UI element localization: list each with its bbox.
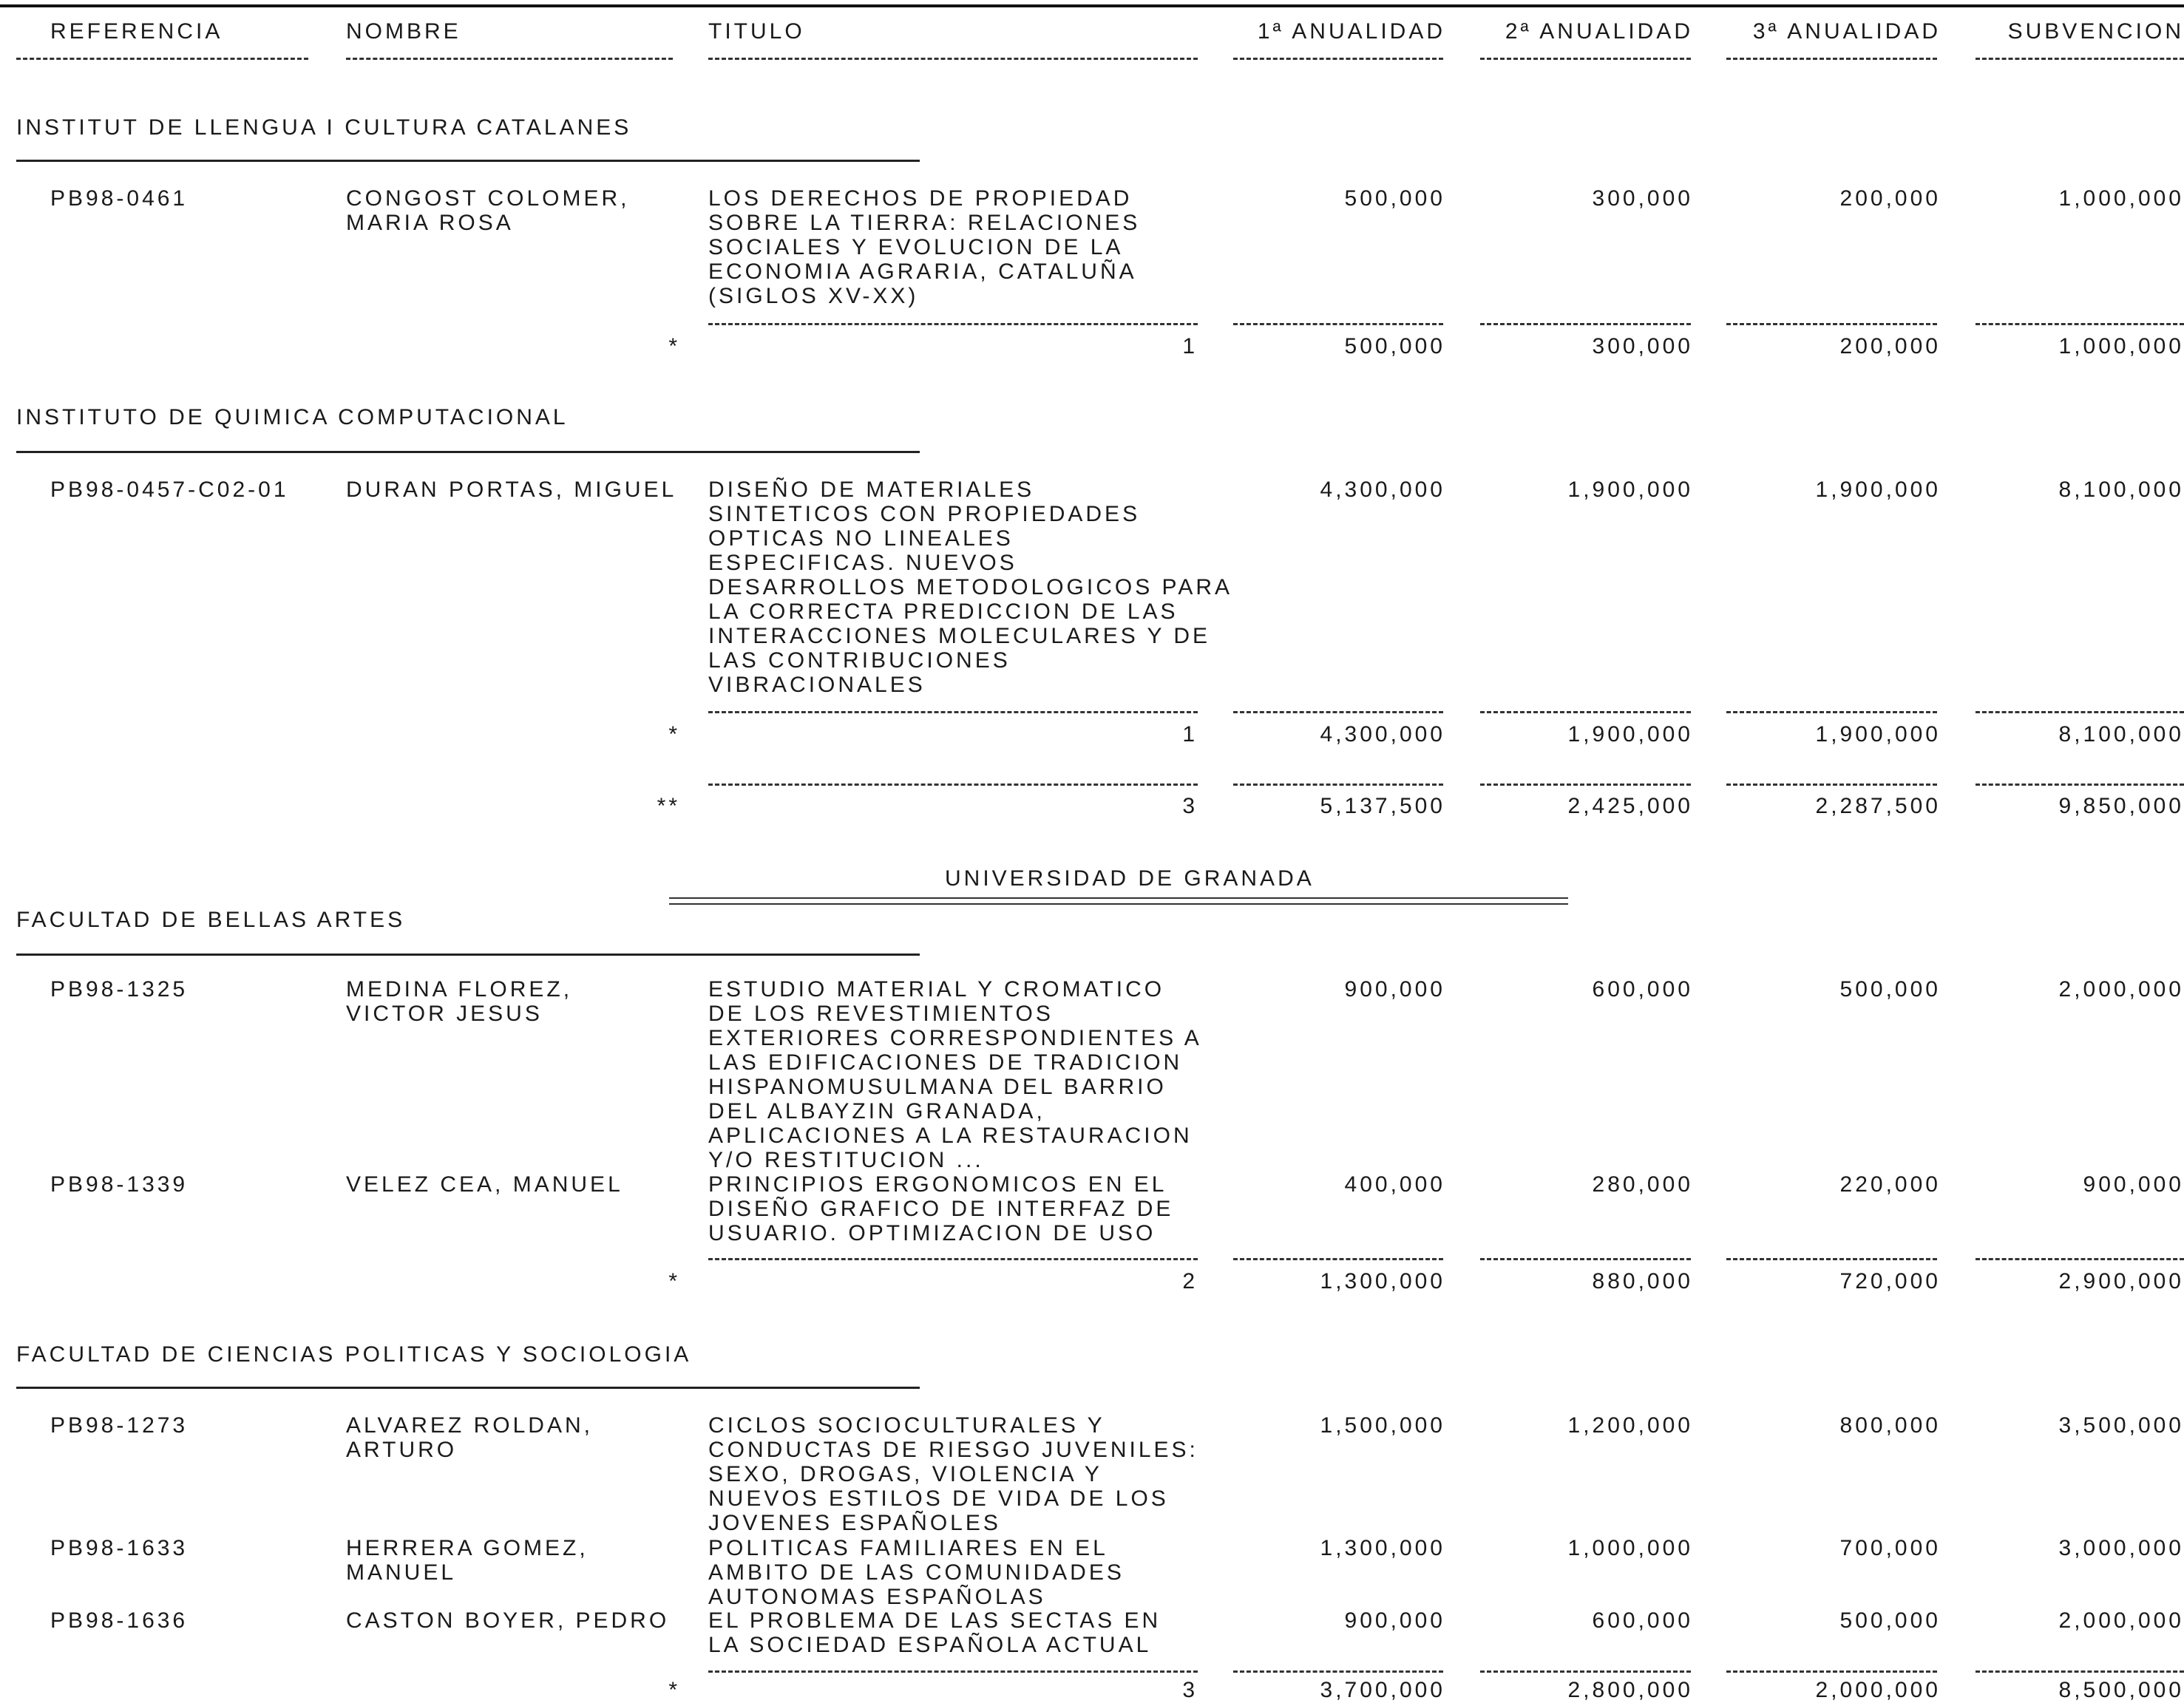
- row-nombre: CASTON BOYER, PEDRO: [346, 1608, 670, 1633]
- subtotal-rule: [1480, 323, 1691, 325]
- row-titulo: CICLOS SOCIOCULTURALES Y CONDUCTAS DE RIESGO JUVENILES: SEXO, DROGAS, VIOLENCIA Y NUEVOS ESTILOS DE VIDA DE LOS JOVENES ESPAÑOLES: [708, 1413, 1198, 1535]
- row-titulo: LOS DERECHOS DE PROPIEDAD SOBRE LA TIERRA: RELACIONES SOCIALES Y EVOLUCION DE LA ECONOMIA AGRARIA, CATALUÑA (SIGLOS XV-XX): [708, 186, 1141, 308]
- subtotal-anualidad-2: 1,900,000: [1567, 722, 1693, 747]
- total-count: 3: [1182, 794, 1198, 818]
- subtotal-rule: [1233, 1258, 1443, 1260]
- subtotal-anualidad-2: 880,000: [1592, 1269, 1693, 1294]
- subtotal-subvencion: 1,000,000: [2058, 334, 2184, 358]
- header-underline: [16, 58, 308, 60]
- row-anualidad-1: 4,300,000: [1320, 477, 1445, 502]
- total-anualidad-2: 2,425,000: [1567, 794, 1693, 818]
- row-nombre: CONGOST COLOMER, MARIA ROSA: [346, 186, 630, 235]
- total-anualidad-3: 2,287,500: [1815, 794, 1941, 818]
- row-titulo: POLITICAS FAMILIARES EN EL AMBITO DE LAS COMUNIDADES AUTONOMAS ESPAÑOLAS: [708, 1536, 1125, 1609]
- row-titulo: ESTUDIO MATERIAL Y CROMATICO DE LOS REVESTIMIENTOS EXTERIORES CORRESPONDIENTES A LAS EDIFICACIONES DE TRADICION HISPANOMUSULMANA DEL BARRIO DEL ALBAYZIN GRANADA, APLICACIONES A LA RESTAURACION Y/O RESTITUCION ...: [708, 977, 1202, 1172]
- center-heading: INSTITUT DE LLENGUA I CULTURA CATALANES: [16, 115, 632, 140]
- subtotal-mark: *: [668, 722, 680, 747]
- header-underline: [1976, 58, 2184, 60]
- total-subvencion: 9,850,000: [2058, 794, 2184, 818]
- subtotal-anualidad-3: 1,900,000: [1815, 722, 1941, 747]
- row-anualidad-2: 300,000: [1592, 186, 1693, 211]
- row-subvencion: 1,000,000: [2058, 186, 2184, 211]
- row-subvencion: 3,500,000: [2058, 1413, 2184, 1438]
- subtotal-rule: [1233, 1670, 1443, 1673]
- row-anualidad-3: 500,000: [1839, 1608, 1941, 1633]
- header-referencia: REFERENCIA: [50, 19, 223, 44]
- row-anualidad-1: 400,000: [1344, 1172, 1445, 1197]
- row-anualidad-3: 1,900,000: [1815, 477, 1941, 502]
- university-double-rule: [669, 897, 1568, 905]
- row-anualidad-2: 1,900,000: [1567, 477, 1693, 502]
- header-anualidad-1: 1ª ANUALIDAD: [1257, 19, 1445, 44]
- subtotal-rule: [1480, 1670, 1691, 1673]
- subtotal-anualidad-3: 2,000,000: [1815, 1678, 1941, 1702]
- row-referencia: PB98-1273: [50, 1413, 189, 1438]
- subtotal-mark: *: [668, 1678, 680, 1702]
- row-subvencion: 900,000: [2083, 1172, 2184, 1197]
- header-underline: [1233, 58, 1443, 60]
- row-titulo: DISEÑO DE MATERIALES SINTETICOS CON PROPIEDADES OPTICAS NO LINEALES ESPECIFICAS. NUEVOS DESARROLLOS METODOLOGICOS PARA LA CORRECTA PREDICCION DE LAS INTERACCIONES MOLECULARES Y DE LAS CONTRIBUCIONES VIBRACIONALES: [708, 477, 1233, 697]
- row-anualidad-3: 200,000: [1839, 186, 1941, 211]
- row-anualidad-1: 900,000: [1344, 977, 1445, 1002]
- subtotal-anualidad-2: 300,000: [1592, 334, 1693, 358]
- row-nombre: VELEZ CEA, MANUEL: [346, 1172, 623, 1197]
- header-anualidad-3: 3ª ANUALIDAD: [1752, 19, 1941, 44]
- subtotal-anualidad-3: 720,000: [1839, 1269, 1941, 1294]
- subtotal-rule: [708, 1670, 1198, 1673]
- header-underline: [1480, 58, 1691, 60]
- row-referencia: PB98-1325: [50, 977, 189, 1002]
- subtotal-count: 1: [1182, 334, 1198, 358]
- total-mark: **: [657, 794, 680, 818]
- row-referencia: PB98-1636: [50, 1608, 189, 1633]
- row-subvencion: 3,000,000: [2058, 1536, 2184, 1560]
- subtotal-rule: [1976, 1670, 2184, 1673]
- subtotal-anualidad-2: 2,800,000: [1567, 1678, 1693, 1702]
- center-rule: [16, 160, 920, 162]
- row-referencia: PB98-1633: [50, 1536, 189, 1560]
- total-anualidad-1: 5,137,500: [1320, 794, 1445, 818]
- row-referencia: PB98-0461: [50, 186, 189, 211]
- subtotal-count: 3: [1182, 1678, 1198, 1702]
- header-subvencion: SUBVENCION: [2007, 19, 2184, 44]
- subtotal-anualidad-1: 4,300,000: [1320, 722, 1445, 747]
- header-underline: [346, 58, 673, 60]
- university-heading: UNIVERSIDAD DE GRANADA: [945, 866, 1315, 891]
- row-nombre: MEDINA FLOREZ, VICTOR JESUS: [346, 977, 573, 1026]
- total-rule: [1480, 783, 1691, 786]
- total-rule: [708, 783, 1198, 786]
- subtotal-rule: [1976, 711, 2184, 713]
- header-nombre: NOMBRE: [346, 19, 461, 44]
- center-rule: [16, 1387, 920, 1389]
- row-nombre: HERRERA GOMEZ, MANUEL: [346, 1536, 589, 1585]
- row-anualidad-1: 1,500,000: [1320, 1413, 1445, 1438]
- row-anualidad-1: 500,000: [1344, 186, 1445, 211]
- subtotal-rule: [708, 323, 1198, 325]
- subtotal-subvencion: 8,100,000: [2058, 722, 2184, 747]
- center-rule: [16, 451, 920, 453]
- subtotal-rule: [1233, 711, 1443, 713]
- subtotal-anualidad-1: 1,300,000: [1320, 1269, 1445, 1294]
- subtotal-rule: [1233, 323, 1443, 325]
- subtotal-mark: *: [668, 334, 680, 358]
- header-underline: [1726, 58, 1937, 60]
- header-anualidad-2: 2ª ANUALIDAD: [1505, 19, 1693, 44]
- subtotal-anualidad-1: 500,000: [1344, 334, 1445, 358]
- row-anualidad-3: 500,000: [1839, 977, 1941, 1002]
- row-anualidad-1: 900,000: [1344, 1608, 1445, 1633]
- subtotal-anualidad-3: 200,000: [1839, 334, 1941, 358]
- subtotal-count: 2: [1182, 1269, 1198, 1294]
- header-underline: [708, 58, 1198, 60]
- subtotal-rule: [1976, 323, 2184, 325]
- subtotal-rule: [1726, 711, 1937, 713]
- subtotal-rule: [708, 711, 1198, 713]
- row-anualidad-2: 280,000: [1592, 1172, 1693, 1197]
- row-anualidad-1: 1,300,000: [1320, 1536, 1445, 1560]
- row-referencia: PB98-0457-C02-01: [50, 477, 289, 502]
- subtotal-rule: [1480, 1258, 1691, 1260]
- row-subvencion: 2,000,000: [2058, 1608, 2184, 1633]
- subtotal-mark: *: [668, 1269, 680, 1294]
- total-rule: [1726, 783, 1937, 786]
- center-rule: [16, 954, 920, 956]
- row-anualidad-2: 600,000: [1592, 977, 1693, 1002]
- row-anualidad-2: 600,000: [1592, 1608, 1693, 1633]
- subtotal-subvencion: 2,900,000: [2058, 1269, 2184, 1294]
- header-titulo: TITULO: [708, 19, 805, 44]
- row-referencia: PB98-1339: [50, 1172, 189, 1197]
- center-heading: FACULTAD DE CIENCIAS POLITICAS Y SOCIOLOGIA: [16, 1342, 692, 1367]
- center-heading: FACULTAD DE BELLAS ARTES: [16, 908, 406, 932]
- row-subvencion: 8,100,000: [2058, 477, 2184, 502]
- top-rule: [0, 4, 2184, 7]
- subtotal-rule: [1480, 711, 1691, 713]
- subtotal-anualidad-1: 3,700,000: [1320, 1678, 1445, 1702]
- row-titulo: PRINCIPIOS ERGONOMICOS EN EL DISEÑO GRAFICO DE INTERFAZ DE USUARIO. OPTIMIZACION DE USO: [708, 1172, 1174, 1245]
- total-rule: [1976, 783, 2184, 786]
- total-rule: [1233, 783, 1443, 786]
- row-subvencion: 2,000,000: [2058, 977, 2184, 1002]
- row-anualidad-2: 1,000,000: [1567, 1536, 1693, 1560]
- row-anualidad-2: 1,200,000: [1567, 1413, 1693, 1438]
- row-nombre: ALVAREZ ROLDAN, ARTURO: [346, 1413, 593, 1462]
- subtotal-rule: [708, 1258, 1198, 1260]
- subtotal-rule: [1726, 323, 1937, 325]
- subtotal-rule: [1976, 1258, 2184, 1260]
- subtotal-rule: [1726, 1258, 1937, 1260]
- row-nombre: DURAN PORTAS, MIGUEL: [346, 477, 677, 502]
- row-anualidad-3: 800,000: [1839, 1413, 1941, 1438]
- subtotal-subvencion: 8,500,000: [2058, 1678, 2184, 1702]
- row-anualidad-3: 220,000: [1839, 1172, 1941, 1197]
- row-titulo: EL PROBLEMA DE LAS SECTAS EN LA SOCIEDAD ESPAÑOLA ACTUAL: [708, 1608, 1161, 1657]
- subtotal-rule: [1726, 1670, 1937, 1673]
- center-heading: INSTITUTO DE QUIMICA COMPUTACIONAL: [16, 405, 569, 429]
- subtotal-count: 1: [1182, 722, 1198, 747]
- row-anualidad-3: 700,000: [1839, 1536, 1941, 1560]
